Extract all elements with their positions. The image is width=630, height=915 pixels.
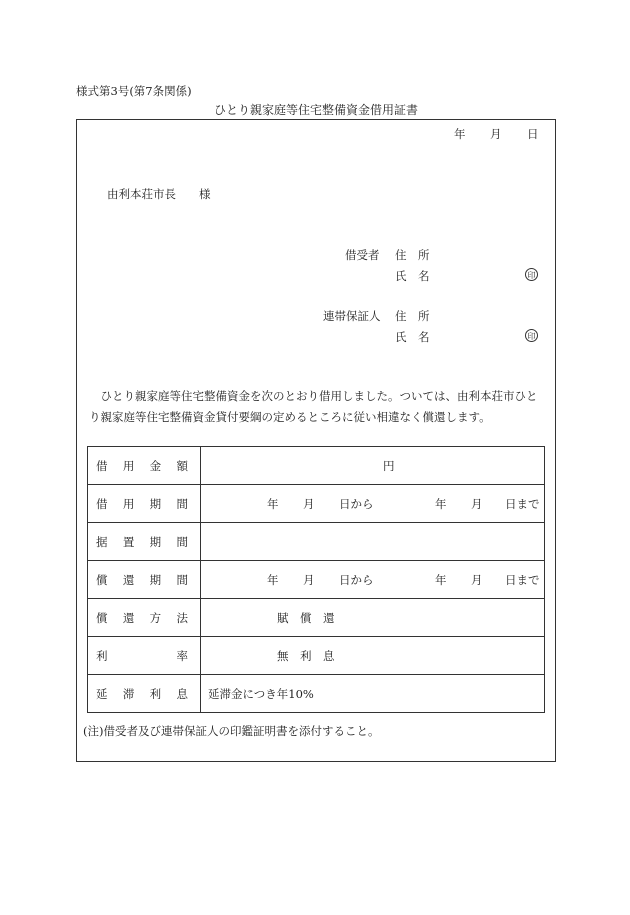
grace-period-label: 据 置 期 間 (88, 523, 201, 561)
form-number: 様式第3号(第7条関係) (76, 84, 192, 98)
date-day-label: 日 (527, 127, 539, 141)
borrower-seal-icon: 印 (525, 268, 538, 281)
loan-amount-field (201, 447, 545, 485)
table-row (88, 637, 545, 675)
repayment-method-field (201, 599, 545, 637)
repayment-method-label: 償 還 方 法 (88, 599, 201, 637)
certificate-frame (76, 119, 556, 762)
borrower-address-label: 住 所 (395, 248, 430, 262)
interest-rate-field (201, 637, 545, 675)
addressee: 由利本荘市長 様 (107, 187, 211, 201)
yen-label: 円 (383, 458, 395, 473)
guarantor-role-label: 連帯保証人 (323, 309, 381, 323)
late-interest-label: 延 滞 利 息 (88, 675, 201, 713)
guarantor-name-label: 氏 名 (395, 330, 430, 344)
repayment-method-value: 賦 償 還 (277, 610, 335, 625)
table-row (88, 599, 545, 637)
table-row (88, 561, 545, 599)
table-row (88, 447, 545, 485)
attachment-note: (注)借受者及び連帯保証人の印鑑証明書を添付すること。 (83, 724, 380, 738)
late-interest-field (201, 675, 545, 713)
date-month-label: 月 (490, 127, 502, 141)
grace-period-field (201, 523, 545, 561)
table-row (88, 675, 545, 713)
borrower-name-label: 氏 名 (395, 269, 430, 283)
loan-amount-label: 借 用 金 額 (88, 447, 201, 485)
guarantor-address-label: 住 所 (395, 309, 430, 323)
repayment-period-field: 年 月 日から 年 月 日まで (201, 561, 545, 599)
date-year-label: 年 (454, 127, 466, 141)
borrower-role-label: 借受者 (345, 248, 380, 262)
loan-period-label: 借 用 期 間 (88, 485, 201, 523)
interest-rate-label: 利 率 (88, 637, 201, 675)
late-interest-value: 延滞金につき年10% (208, 686, 314, 701)
interest-rate-value: 無 利 息 (277, 648, 335, 663)
loan-terms-table (87, 446, 545, 713)
document-title: ひとり親家庭等住宅整備資金借用証書 (213, 103, 418, 117)
table-row (88, 523, 545, 561)
loan-statement: ひとり親家庭等住宅整備資金を次のとおり借用しました。ついては、由利本荘市ひとり親家庭等住宅整備資金貸付要綱の定めるところに従い相違なく償還します。 (89, 389, 538, 424)
loan-period-field: 年 月 日から 年 月 日まで (201, 485, 545, 523)
guarantor-seal-icon: 印 (525, 329, 538, 342)
repayment-period-label: 償 還 期 間 (88, 561, 201, 599)
table-row (88, 485, 545, 523)
